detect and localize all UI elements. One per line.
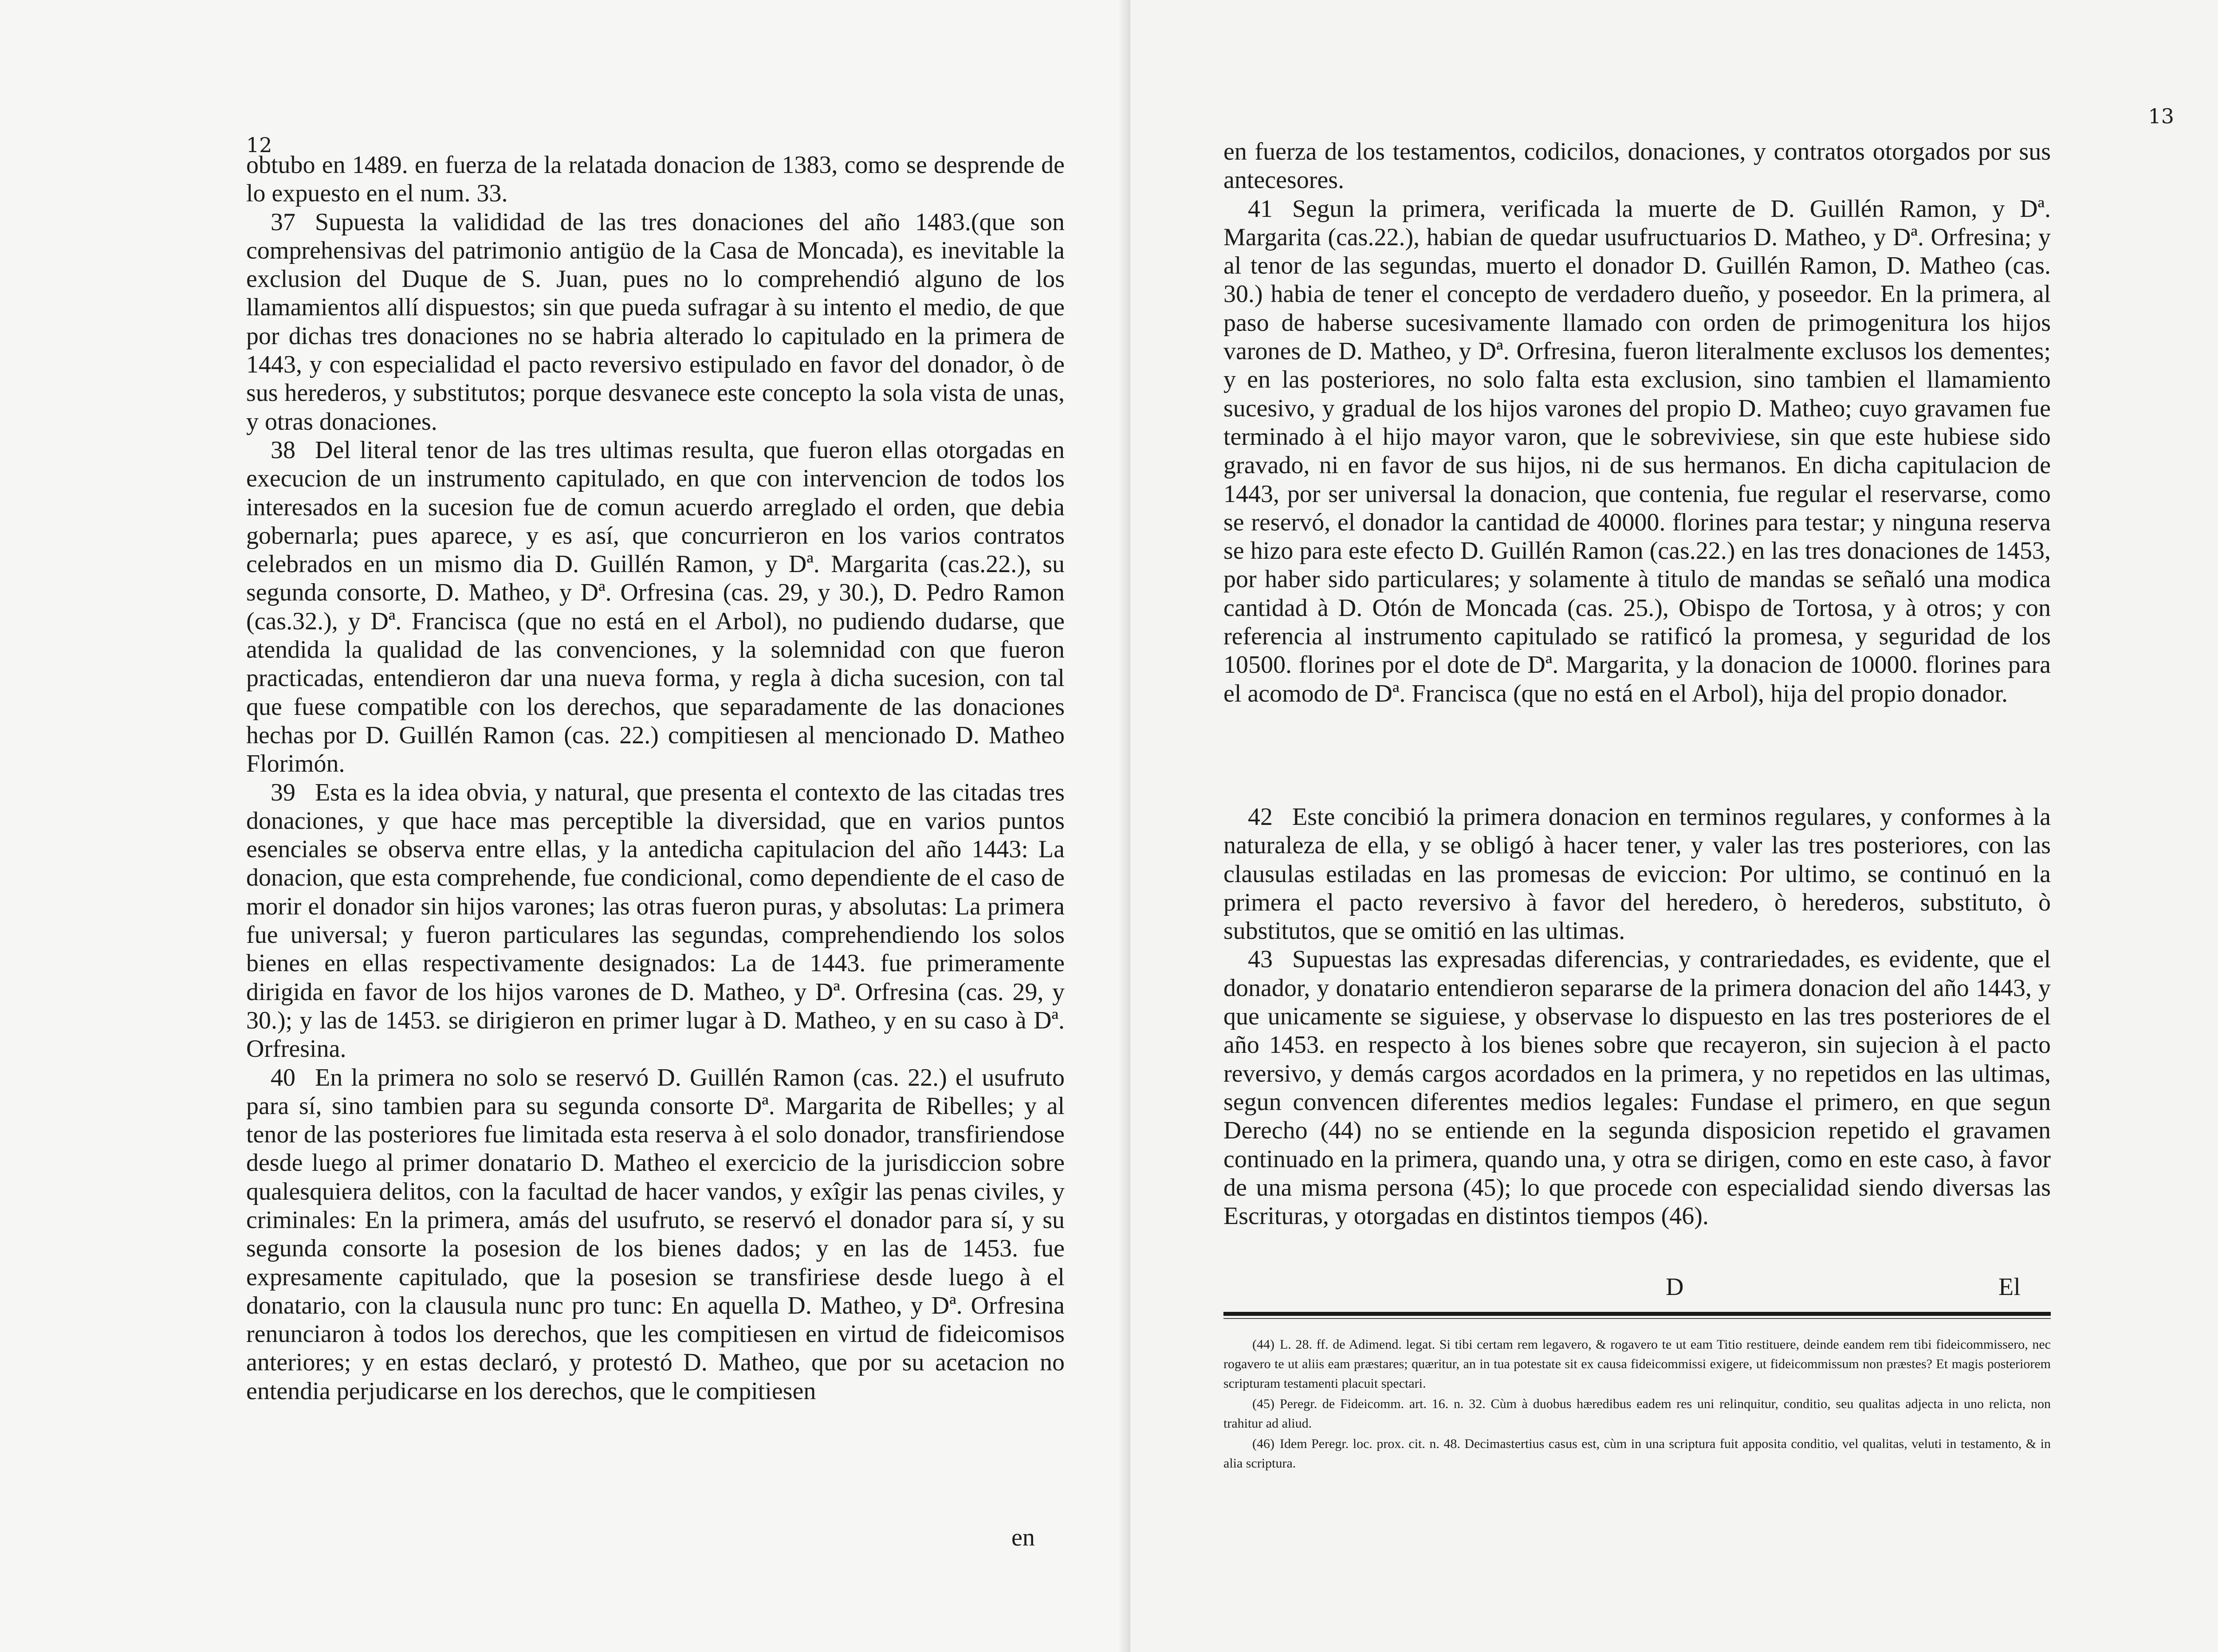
paragraph-43: 43 Supuestas las expresadas diferencias, y contrariedades, es evidente, que el donador, y donatario entendieron separarse de la primera donacion del año 1443, y que unicamente se siguiese, y observase lo dispuesto en las tres posteriores de el año 1453. en respecto à los bienes sobre que recayeron, sin sujecion à el pacto reversivo, y demás cargos acordados en la primera, y no repetidos en las ultimas, segun convencen diferentes medios legales: Fundase el primero, en que segun Derecho (44) no se entiende en la segunda disposicion repetido el gravamen continuado en la primera, quando una, y otra se dirigen, como en este caso, à favor de una misma persona (45); lo que procede con especialidad siendo diversas las Escrituras, y otorgadas en distintos tiempos (46). [1223,946,2051,1230]
footnote-rule [1223,1312,2051,1316]
paragraph-number: 41 [1248,195,1273,223]
paragraph-number: 40 [271,1063,295,1091]
footnote-number: (45) [1252,1397,1274,1411]
paragraph-42: 42 Este concibió la primera donacion en terminos regulares, y conformes à la naturaleza de ella, y se obligó à hacer tener, y valer las tres posteriores, con las clausulas estiladas en las promesas de eviccion: Por ultimo, se continuó en la primera el pacto reversivo à favor del heredero, ò herederos, substituto, ò substitutos, que se omitió en las ultimas. [1223,803,2051,945]
paragraph-number: 42 [1248,803,1273,831]
footnote-number: (46) [1252,1436,1274,1451]
footnote-number: (44) [1252,1337,1274,1352]
paragraph-number: 37 [271,208,295,236]
paragraph-39: 39 Esta es la idea obvia, y natural, que presenta el contexto de las citadas tres donaciones, y que hace mas perceptible la diversidad, que en varios puntos esenciales se observa entre ellas, y la antedicha capitulacion del año 1443: La donacion, que esta comprehende, fue condicional, como dependiente de el caso de morir el donador sin hijos varones; las otras fueron puras, y absolutas: La primera fue universal; y fueron particulares las segundas, comprehendiendo los solos bienes en ellas respectivamente designados: La de 1443. fue primeramente dirigida en favor de los hijos varones de D. Matheo, y Dª. Orfresina (cas. 29, y 30.); y las de 1453. se dirigieron en primer lugar à D. Matheo, y en su caso à Dª. Orfresina. [246,778,1065,1063]
paragraph-number: 39 [271,778,295,806]
paragraph-37: 37 Supuesta la valididad de las tres donaciones del año 1483.(que son comprehensivas del patrimonio antigüo de la Casa de Moncada), es inevitable la exclusion del Duque de S. Juan, pues no lo comprehendió alguno de los llamamientos allí dispuestos; sin que pueda sufragar à su intento el medio, de que por dichas tres donaciones no se habria alterado lo capitulado en la primera de 1443, y con especialidad el pacto reversivo estipulado en favor del donador, ò de sus herederos, y substitutos; porque desvanece este concepto la sola vista de unas, y otras donaciones. [246,208,1065,436]
catchword-right: El [1998,1273,2021,1301]
paragraph-40: 40 En la primera no solo se reservó D. Guillén Ramon (cas. 22.) el usufruto para sí, sino tambien para su segunda consorte Dª. Margarita de Ribelles; y al tenor de las posteriores fue limitada esta reserva à el solo donador, transfiriendose desde luego al primer donatario D. Matheo el exercicio de la jurisdiccion sobre qualesquiera delitos, con la facultad de hacer vandos, y exîgir las penas civiles, y criminales: En la primera, amás del usufruto, se reservó el donador para sí, y su segunda consorte la posesion de los bienes dados; y en las de 1453. fue expresamente capitulado, que la posesion se transfiriese desde luego à el donatario, con la clausula nunc pro tunc: En aquella D. Matheo, y Dª. Orfresina renunciaron à todos los derechos, que les compitiesen en virtud de fideicomisos anteriores; y en estas declaró, y protestó D. Matheo, que por su acetacion no entendia perjudicarse en los derechos, que le compitiesen [246,1063,1065,1405]
paragraph-number: 43 [1248,946,1273,973]
paragraph-38: 38 Del literal tenor de las tres ultimas resulta, que fueron ellas otorgadas en execucion de un instrumento capitulado, en que con intervencion de todos los interesados en la sucesion fue de comun acuerdo arreglado el orden, que debia gobernarla; pues aparece, y es así, que concurrieron en los varios contratos celebrados en un mismo dia D. Guillén Ramon, y Dª. Margarita (cas.22.), su segunda consorte, D. Matheo, y Dª. Orfresina (cas. 29, y 30.), D. Pedro Ramon (cas.32.), y Dª. Francisca (que no está en el Arbol), no pudiendo dudarse, que atendida la qualidad de las convenciones, y la solemnidad con que fueron practicadas, entendieron dar una nueva forma, y regla à dicha sucesion, con tal que fuese compatible con los derechos, que separadamente de las donaciones hechas por D. Guillén Ramon (cas. 22.) compitiesen al mencionado D. Matheo Florimón. [246,436,1065,778]
page-number-left: 12 [246,133,272,157]
paragraph-continuation: obtubo en 1489. en fuerza de la relatada donacion de 1383, como se desprende de lo expuesto en el num. 33. [246,151,1065,208]
left-page-text [246,151,1065,1405]
footnote-46: (46) Idem Peregr. loc. prox. cit. n. 48. Decimastertius casus est, cùm in una scriptura fuit apposita conditio, vel qualitas, veluti in testamento, & in alia scriptura. [1223,1436,2051,1471]
catchword-left: en [1011,1524,1035,1551]
paragraph-41: 41 Segun la primera, verificada la muerte de D. Guillén Ramon, y Dª. Margarita (cas.22.), habian de quedar usufructuarios D. Matheo, y Dª. Orfresina; y al tenor de las segundas, muerto el donador D. Guillén Ramon, D. Matheo (cas. 30.) habia de tener el concepto de verdadero dueño, y poseedor. En la primera, al paso de haberse sucesivamente llamado con orden de primogenitura los hijos varones de D. Matheo, y Dª. Orfresina, fueron literalmente exclusos los dementes; y en las posteriores, no solo falta esta exclusion, sino tambien el llamamiento sucesivo, y gradual de los hijos varones del propio D. Matheo; cuyo gravamen fue terminado à el hijo mayor varon, que le sobreviviese, sin que este hubiese sido gravado, ni en favor de sus hijos, ni de sus hermanos. En dicha capitulacion de 1443, por ser universal la donacion, que contenia, fue regular el reservarse, como se reservó, el donador la cantidad de 40000. florines para testar; y ninguna reserva se hizo para este efecto D. Guillén Ramon (cas.22.) en las tres donaciones de 1453, por haber sido particulares; y solamente à titulo de mandas se señaló una modica cantidad à D. Otón de Moncada (cas. 25.), Obispo de Tortosa, y à otros; y con referencia al instrumento capitulado se ratificó la promesa, y seguridad de los 10500. florines por el dote de Dª. Margarita, y la donacion de 10000. florines para el acomodo de Dª. Francisca (que no está en el Arbol), hija del propio donador. [1223,195,2051,707]
right-page-text-lower [1223,803,2051,1230]
paragraph-number: 38 [271,436,295,464]
footnote-rule-thin [1223,1318,2051,1319]
signature-mark: D [1666,1273,1684,1301]
footnotes [1223,1335,2051,1474]
paragraph-continuation: en fuerza de los testamentos, codicilos, donaciones, y contratos otorgados por sus antecesores. [1223,138,2051,194]
right-page-text [1223,137,2051,708]
footnote-44: (44) L. 28. ff. de Adimend. legat. Si tibi certam rem legavero, & rogavero te ut eam Titio restituere, deinde eandem rem tibi fideicommissero, nec rogavero te ut aliis eam præstares; quæritur, an in tua potestate sit ex causa fideicommissi exigere, ut fideicommissum non præstes? Et magis posteriorem scripturam testamenti placuit spectari. [1223,1337,2051,1391]
page-number-right: 13 [2148,104,2174,128]
footnote-45: (45) Peregr. de Fideicomm. art. 16. n. 32. Cùm à duobus hæredibus eadem res uni relinquitur, conditio, seu qualitas adjecta in uno relicta, non trahitur ad aliud. [1223,1397,2051,1431]
